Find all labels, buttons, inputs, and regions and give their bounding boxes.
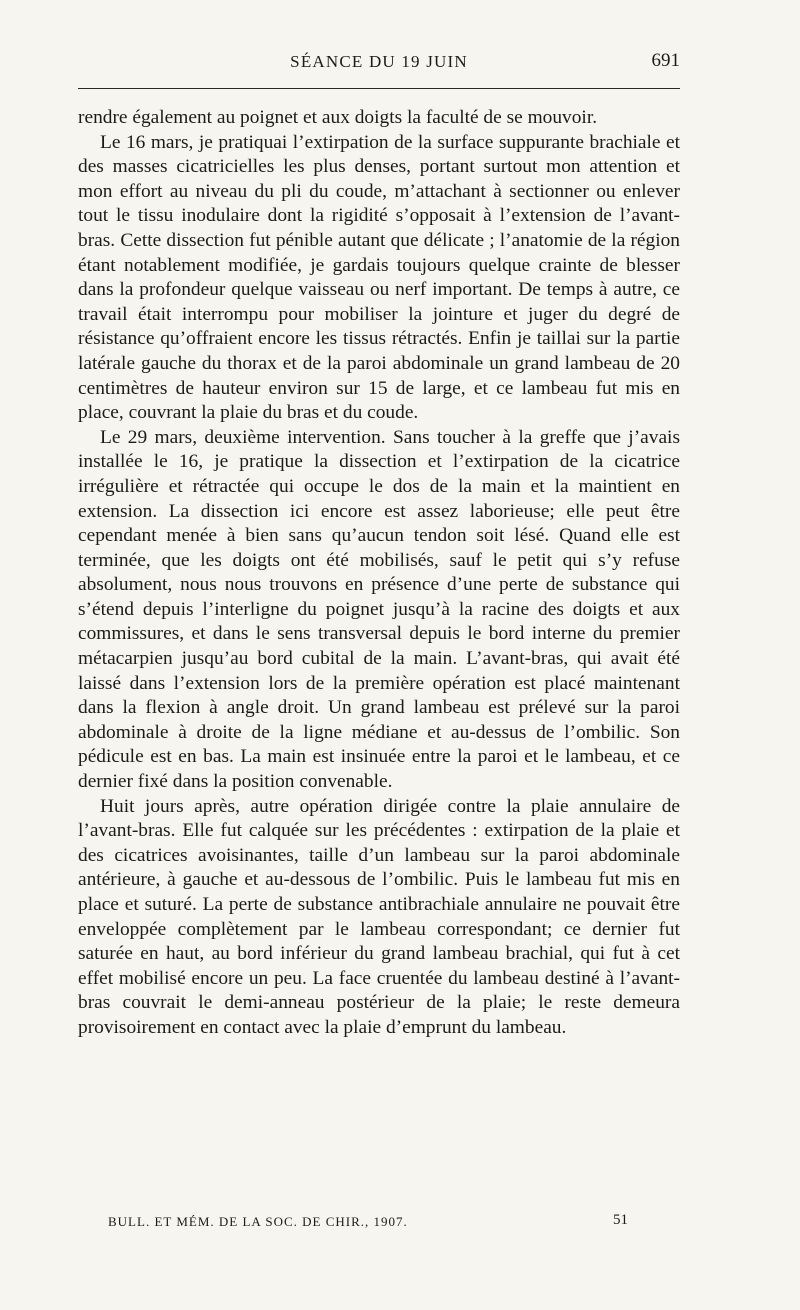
header-rule (78, 88, 680, 89)
paragraph-continuation: rendre également au poignet et aux doigts la faculté de se mouvoir. (78, 107, 598, 128)
running-title: SÉANCE DU 19 JUIN (290, 52, 468, 71)
footer (108, 1212, 628, 1234)
footer-journal: BULL. ET MÉM. DE LA SOC. DE CHIR., 1907. (108, 1214, 408, 1229)
paragraph-16-mars: Le 16 mars, je pratiquai l’extirpation de la surface suppurante brachiale et des masses cicatricielles les plus denses, portant surtout mon attention et mon effort au niveau du pli du coude, m’attachant à sectionner ou enlever tout le tissu inodulaire dont la rigidité s’opposait à l’extension de l’avant-bras. Cette dissection fut pénible autant que délicate ; l’anatomie de la région étant notablement modifiée, je gardais toujours quelque crainte de blesser dans la profondeur quelque vaisseau ou nerf important. De temps à autre, ce travail était interrompu pour mobiliser la jointure et juger du degré de résistance qu’offraient encore les tissus rétractés. Enfin je taillai sur la partie latérale gauche du thorax et de la paroi abdominale un grand lambeau de 20 centimètres de hauteur environ sur 15 de large, et ce lambeau fut mis en place, couvrant la plaie du bras et du coude. (78, 131, 680, 424)
paragraph-29-mars: Le 29 mars, deuxième intervention. Sans toucher à la greffe que j’avais installée le 16, je pratique la dissection et l’extirpation de la cicatrice irrégulière et rétractée qui occupe le dos de la main et la maintient en extension. La dissection ici encore est assez laborieuse; elle peut être cependant menée à bien sans qu’aucun tendon soit lésé. Quand elle est terminée, que les doigts ont été mobilisés, sauf le petit qui s’y refuse absolument, nous nous trouvons en présence d’une perte de substance qui s’étend depuis l’interligne du poignet jusqu’à la racine des doigts et aux commissures, et dans le sens transversal depuis le bord interne du premier métacarpien jusqu’au bord cubital de la main. L’avant-bras, qui avait été laissé dans l’extension lors de la première opération est placé maintenant dans la flexion à angle droit. Un grand lambeau est prélevé sur la paroi abdominale à droite de la ligne médiane et au-dessus de l’ombilic. Son pédicule est en bas. La main est insinuée entre la paroi et le lambeau, et ce dernier fixé dans la position convenable. (78, 426, 680, 793)
page-number: 691 (651, 50, 680, 71)
running-head (78, 50, 680, 76)
footer-signature: 51 (613, 1212, 628, 1228)
paragraph-huit-jours: Huit jours après, autre opération dirigée contre la plaie annulaire de l’avant-bras. Elle fut calquée sur les précédentes : extirpation de la plaie et des cicatrices avoisinantes, taille d’un lambeau sur la paroi abdominale antérieure, à gauche et au-dessous de l’ombilic. Puis le lambeau fut mis en place et suturé. La perte de substance antibrachiale annulaire ne pouvait être enveloppée complètement par le lambeau correspondant; ce dernier fut saturée en haut, au bord inférieur du grand lambeau brachial, qui fut à cet effet mobilisé encore un peu. La face cruentée du lambeau destiné à l’avant-bras couvrait le demi-anneau postérieur de la plaie; le reste demeura provisoirement en contact avec la plaie d’emprunt du lambeau. (78, 795, 680, 1038)
body-text (78, 106, 680, 1041)
